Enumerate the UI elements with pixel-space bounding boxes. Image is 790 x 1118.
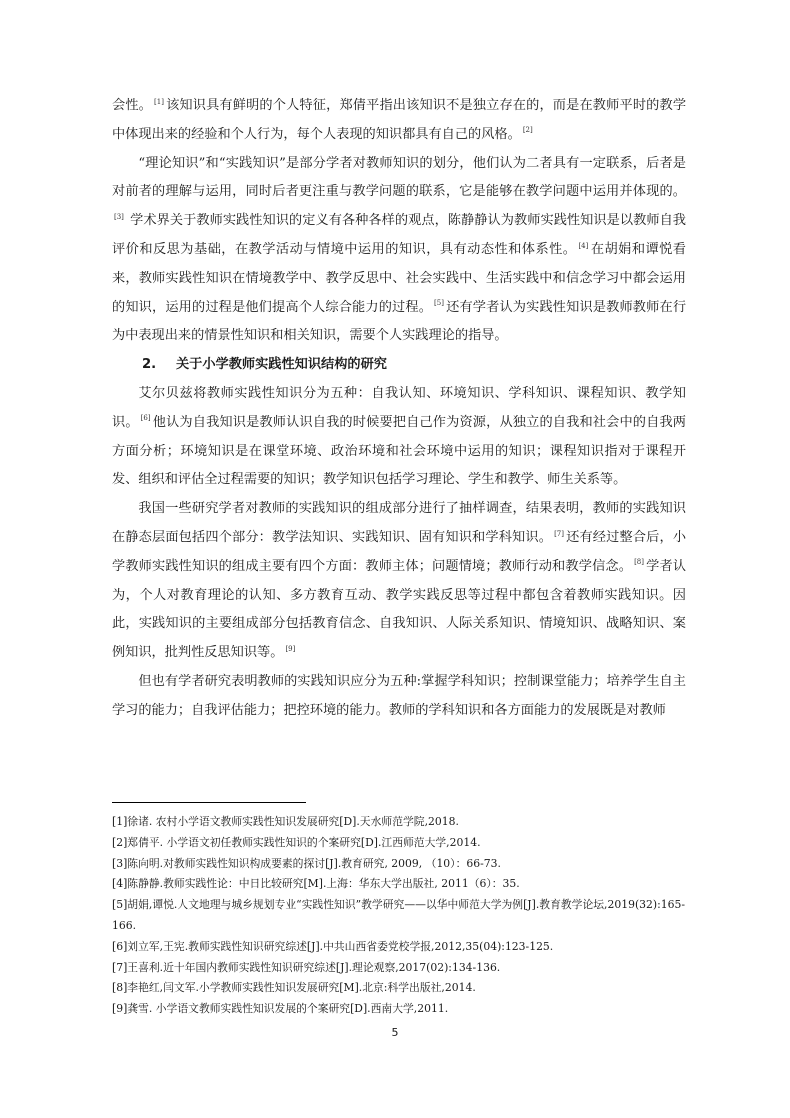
text-span: “理论知识”和“实践知识”是部分学者对教师知识的划分，他们认为二者具有一定联系，后者是对前者的理解与运用，同时后者更注重与教学问题的联系，它是能够在教学问题中运用并体现的。	[112, 155, 686, 200]
footnotes	[112, 812, 686, 1020]
citation-marker[interactable]: [7]	[554, 529, 564, 538]
text-span: 学者认为，个人对教育理论的认知、多方教育互动、教学实践反思等过程中都包含着教师实践知识。因此，实践知识的主要组成部分包括教育信念、自我知识、人际关系知识、情境知识、战略知识、案例知识，批判性反思知识等。	[112, 558, 687, 661]
body-text	[112, 92, 686, 726]
footnote-item: [1]徐诸. 农村小学语文教师实践性知识发展研究[D].天水师范学院,2018.	[112, 815, 459, 828]
text-span: 还有学者认为实践性知识是教师教师在行为中表现出来的情景性知识和相关知识，需要个人实践理论的指导。	[112, 299, 687, 344]
heading-text: 关于小学教师实践性知识结构的研究	[176, 357, 387, 373]
footnote-divider	[112, 802, 306, 803]
heading-number: 2.	[142, 357, 157, 373]
text-span: 还有经过整合后，小学教师实践性知识的组成主要有四个方面：教师主体；问题情境；教师行动和教学信念。	[112, 529, 687, 574]
footnote-item: [4]陈静静.教师实践性论：中日比较研究[M].上海：华东大学出版社, 2011（6）：35.	[112, 877, 520, 891]
paragraph-3	[112, 380, 686, 495]
footnote-item: [2]郑倩平. 小学语文初任教师实践性知识的个案研究[D].江西师范大学,2014.	[112, 835, 481, 849]
section-heading	[112, 351, 686, 380]
footnote-item: [5]胡娟,谭悦.人文地理与城乡规划专业“实践性知识”教学研究——以华中师范大学为例[J].教育教学论坛,2019(32):165-166.	[112, 898, 686, 932]
paragraph-1	[112, 92, 686, 150]
text-span: 艾尔贝兹将教师实践性知识分为五种：自我认知、环境知识、学科知识、课程知识、教学知识。	[112, 385, 686, 430]
text-span: 他认为自我知识是教师认识自我的时候要把自己作为资源，从独立的自我和社会中的自我两方面分析；环境知识是在课堂环境、政治环境和社会环境中运用的知识；课程知识指对于课程开发、组织和评估全过程需要的知识；教学知识包括学习理论、学生和教学、师生关系等。	[112, 414, 686, 488]
footnote-item: [7]王喜利.近十年国内教师实践性知识研究综述[J].理论观察,2017(02):134-136.	[112, 960, 501, 974]
citation-marker[interactable]: [9]	[285, 644, 296, 653]
citation-marker[interactable]: [5]	[434, 299, 444, 308]
paragraph-4	[112, 495, 686, 668]
footnote-item: [8]李艳红,闫文军.小学教师实践性知识发展研究[M].北京:科学出版社,2014.	[112, 981, 476, 995]
text-span: 该知识具有鲜明的个人特征，郑倩平指出该知识不是独立存在的，而是在教师平时的教学中体现出来的经验和个人行为，每个人表现的知识都具有自己的风格。	[112, 98, 687, 142]
citation-marker[interactable]: [6]	[140, 414, 151, 423]
page-number: 5	[391, 1026, 399, 1039]
citation-marker[interactable]: [3]	[114, 212, 124, 221]
paragraph-2	[112, 150, 686, 352]
text-span: 我国一些研究学者对教师的实践知识的组成部分进行了抽样调查，结果表明，教师的实践知识在静态层面包括四个部分：教学法知识、实践知识、固有知识和学科知识。	[112, 501, 686, 545]
paragraph-5: 但也有学者研究表明教师的实践知识应分为五种:掌握学科知识；控制课堂能力；培养学生自主学习的能力；自我评估能力；把控环境的能力。教师的学科知识和各方面能力的发展既是对教师	[112, 673, 686, 718]
citation-marker[interactable]: [1]	[154, 97, 164, 106]
text-span: 会性。	[112, 98, 153, 113]
citation-marker[interactable]: [8]	[634, 558, 644, 567]
citation-marker[interactable]: [2]	[522, 126, 533, 135]
footnote-item: [6]刘立军,王宪.教师实践性知识研究综述[J].中共山西省委党校学报,2012,35(04):123-125.	[112, 939, 554, 953]
footnote-item: [9]龚雪. 小学语文教师实践性知识发展的个案研究[D].西南大学,2011.	[112, 1002, 449, 1016]
text-span: 在胡娟和谭悦看来，教师实践性知识在情境教学中、教学反思中、社会实践中、生活实践中和信念学习中都会运用的知识，运用的过程是他们提高个人综合能力的过程。	[112, 241, 686, 315]
footnote-item: [3]陈向明.对教师实践性知识构成要素的探讨[J].教育研究, 2009, （10）：66-73.	[112, 856, 501, 870]
citation-marker[interactable]: [4]	[578, 241, 589, 250]
text-span: 学术界关于教师实践性知识的定义有各种各样的观点，陈静静认为教师实践性知识是以教师自我评价和反思为基础，在教学活动与情境中运用的知识，具有动态性和体系性。	[112, 213, 686, 257]
